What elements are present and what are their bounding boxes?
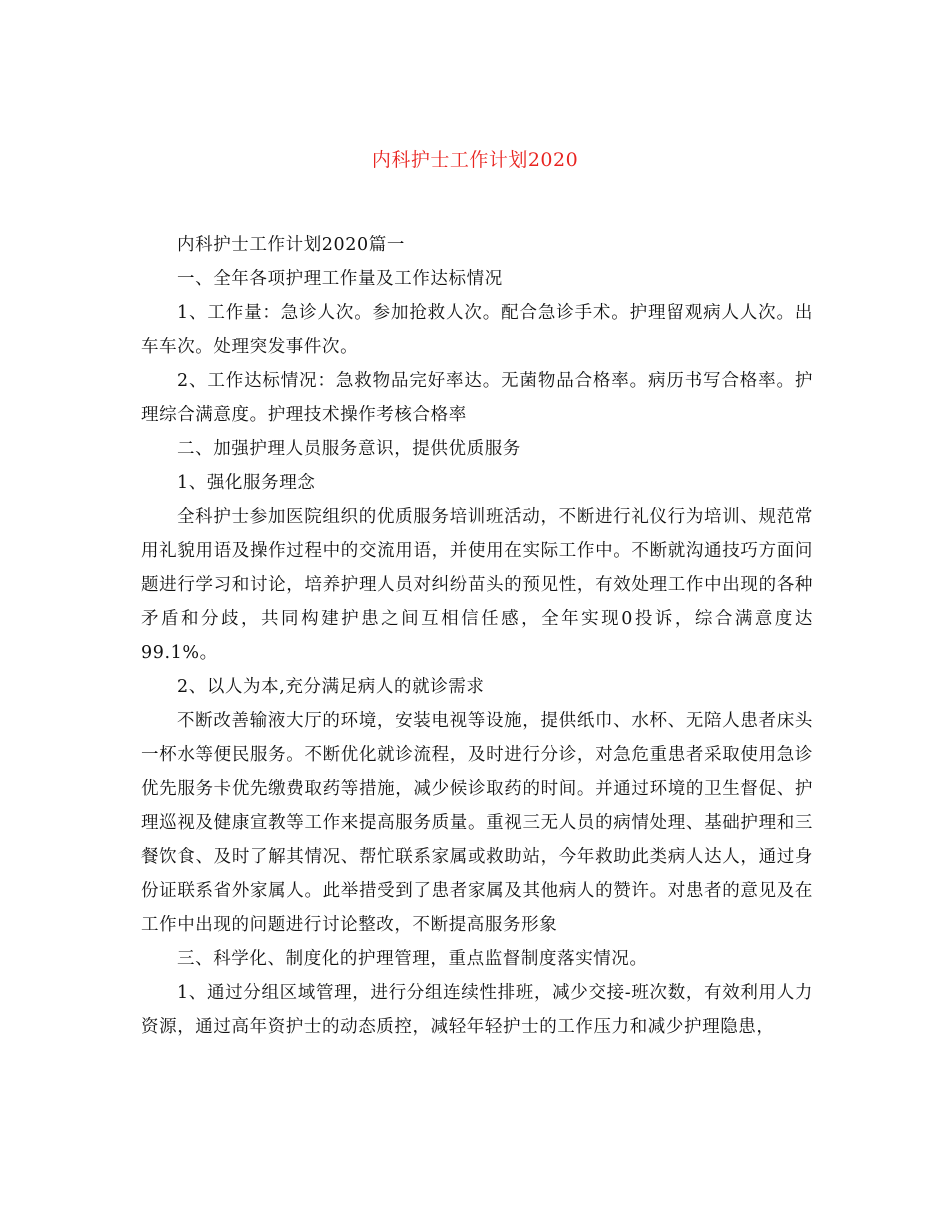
section-heading-2: 二、加强护理人员服务意识，提供优质服务	[177, 439, 521, 459]
document-title: 内科护士工作计划2020	[371, 149, 579, 171]
subheading-patient-first: 2、以人为本,充分满足病人的就诊需求	[177, 677, 485, 697]
document-body	[141, 228, 813, 1044]
section-heading-1: 一、全年各项护理工作量及工作达标情况	[177, 269, 503, 289]
paragraph-service-training: 全科护士参加医院组织的优质服务培训班活动，不断进行礼仪行为培训、规范常用礼貌用语及操作过程中的交流用语，并使用在实际工作中。不断就沟通技巧方面问题进行学习和讨论，培养护理人员对纠纷苗头的预见性，有效处理工作中出现的各种矛盾和分歧，共同构建护患之间互相信任感，全年实现0投诉，综合满意度达99.1%。	[141, 507, 813, 663]
paragraph-standards: 2、工作达标情况：急救物品完好率达。无菌物品合格率。病历书写合格率。护理综合满意度。护理技术操作考核合格率	[141, 371, 813, 425]
paragraph-group-management: 1、通过分组区域管理，进行分组连续性排班，减少交接-班次数，有效利用人力资源，通过高年资护士的动态质控，减轻年轻护士的工作压力和减少护理隐患，	[141, 983, 813, 1037]
paragraph-environment: 不断改善输液大厅的环境，安装电视等设施，提供纸巾、水杯、无陪人患者床头一杯水等便民服务。不断优化就诊流程，及时进行分诊，对急危重患者采取使用急诊优先服务卡优先缴费取药等措施，减少候诊取药的时间。并通过环境的卫生督促、护理巡视及健康宣教等工作来提高服务质量。重视三无人员的病情处理、基础护理和三餐饮食、及时了解其情况、帮忙联系家属或救助站，今年救助此类病人达人，通过身份证联系省外家属人。此举措受到了患者家属及其他病人的赞许。对患者的意见及在工作中出现的问题进行讨论整改，不断提高服务形象	[141, 711, 813, 935]
subheading-service-concept: 1、强化服务理念	[177, 473, 316, 493]
section-heading-3: 三、科学化、制度化的护理管理，重点监督制度落实情况。	[177, 949, 648, 969]
paragraph-heading: 内科护士工作计划2020篇一	[177, 235, 405, 255]
paragraph-workload: 1、工作量：急诊人次。参加抢救人次。配合急诊手术。护理留观病人人次。出车车次。处理突发事件次。	[141, 303, 813, 357]
